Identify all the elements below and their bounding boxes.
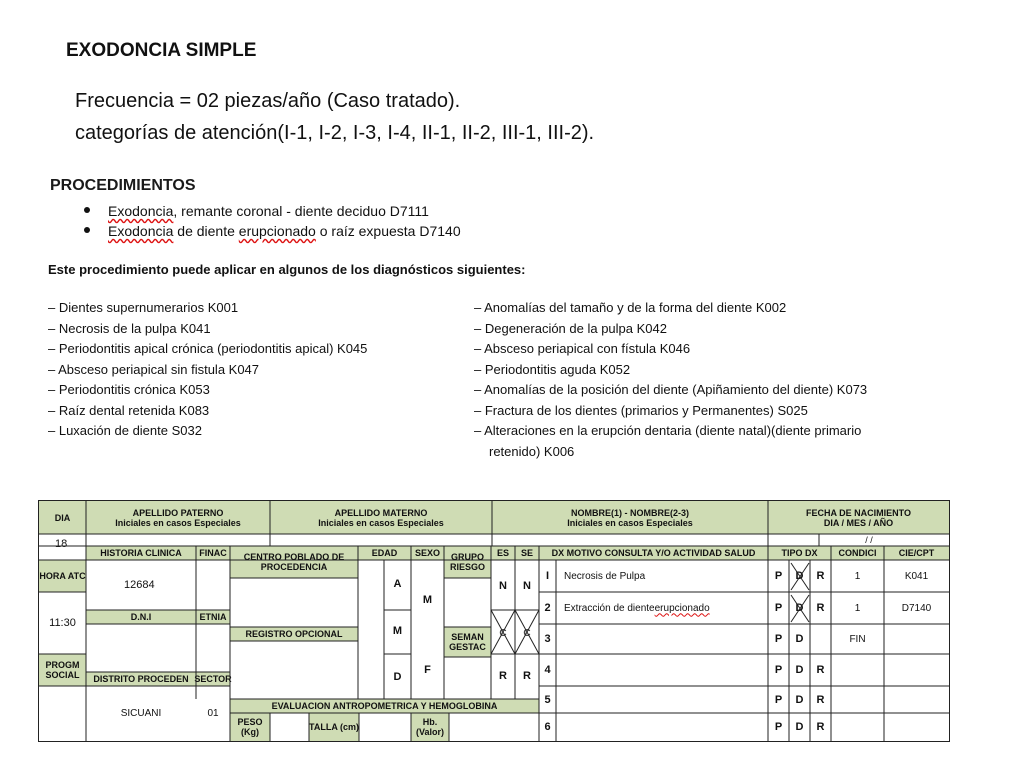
distrito-value[interactable]: SICUANI bbox=[120, 708, 162, 719]
dni-header: D.N.I bbox=[86, 610, 196, 624]
diagnosis-item: – Absceso periapical sin fistula K047 bbox=[48, 361, 260, 377]
tipo-dx-p[interactable]: P bbox=[774, 570, 783, 582]
es-header: ES bbox=[491, 546, 515, 560]
tipo-dx-r[interactable]: R bbox=[816, 721, 825, 733]
tipo-dx-header: TIPO DX bbox=[768, 546, 831, 560]
diagnosis-item: – Luxación de diente S032 bbox=[48, 423, 202, 438]
nombre-header: NOMBRE(1) - NOMBRE(2-3) Iniciales en casos Especiales bbox=[492, 501, 768, 534]
diagnosis-item: – Degeneración de la pulpa K042 bbox=[474, 320, 667, 336]
tipo-dx-r[interactable]: R bbox=[816, 693, 825, 706]
dx-row-number: 5 bbox=[544, 693, 551, 706]
diagnosis-item: – Raíz dental retenida K083 bbox=[48, 402, 210, 418]
progm-social-header: PROGM SOCIAL bbox=[39, 654, 86, 686]
peso-header: PESO (Kg) bbox=[230, 713, 270, 741]
tipo-dx-d[interactable]: D bbox=[795, 721, 804, 733]
tipo-dx-p[interactable]: P bbox=[774, 721, 783, 733]
diagnosis-item-continuation: retenido) K006 bbox=[489, 443, 575, 459]
diagnosis-item: – Anomalías de la posición del diente (Apiñamiento del diente) K073 bbox=[474, 382, 868, 397]
diagnosis-item: – Periodontitis crónica K053 bbox=[48, 382, 210, 397]
tipo-dx-r[interactable]: R bbox=[816, 570, 825, 582]
sexo-m[interactable]: M bbox=[422, 594, 433, 606]
dx-description[interactable]: Necrosis de Pulpa bbox=[564, 570, 646, 582]
tipo-dx-d[interactable]: D bbox=[795, 693, 804, 706]
bullet-icon bbox=[84, 207, 90, 213]
hb-header: Hb. (Valor) bbox=[411, 713, 449, 741]
seman-gestac-header: SEMAN GESTAC bbox=[444, 627, 491, 657]
sexo-header: SEXO bbox=[411, 546, 444, 560]
cie-value[interactable]: D7140 bbox=[901, 602, 932, 614]
se-header: SE bbox=[515, 546, 539, 560]
diagnosis-item: – Periodontitis apical crónica (periodontitis apical) K045 bbox=[48, 341, 368, 356]
procedures-heading: PROCEDIMIENTOS bbox=[50, 177, 196, 194]
condicion-value[interactable]: FIN bbox=[849, 633, 866, 645]
edad-d[interactable]: D bbox=[393, 670, 402, 683]
frequency-line: Frecuencia = 02 piezas/año (Caso tratado). bbox=[75, 90, 461, 112]
sector-header: SECTOR bbox=[194, 674, 232, 684]
diagnosis-item: – Periodontitis aguda K052 bbox=[474, 361, 631, 377]
dx-row-number: 6 bbox=[544, 721, 551, 733]
procedure-item: Exodoncia, remante coronal - diente deciduo D7111 bbox=[84, 203, 429, 219]
diagnosis-item: – Necrosis de la pulpa K041 bbox=[48, 320, 211, 336]
historia-header: HISTORIA CLINICA bbox=[86, 546, 196, 560]
procedure-item: Exodoncia de diente erupcionado o raíz expuesta D7140 bbox=[84, 223, 461, 239]
apellido-materno-header: APELLIDO MATERNO Iniciales en casos Especiales bbox=[270, 501, 492, 534]
se-n[interactable]: N bbox=[523, 580, 531, 592]
historia-value[interactable]: 12684 bbox=[124, 579, 155, 591]
registro-opcional-header: REGISTRO OPCIONAL bbox=[230, 627, 358, 641]
tipo-dx-d[interactable]: D bbox=[795, 570, 804, 582]
dia-value[interactable]: 18 bbox=[55, 538, 68, 550]
distrito-header: DISTRITO PROCEDEN bbox=[86, 672, 196, 686]
diagnosis-item: – Absceso periapical con fístula K046 bbox=[474, 341, 691, 356]
se-r[interactable]: R bbox=[523, 670, 531, 682]
centro-poblado-header: CENTRO POBLADO DE PROCEDENCIA bbox=[230, 546, 358, 578]
grupo-riesgo-header: GRUPO RIESGO bbox=[444, 546, 491, 578]
tipo-dx-r[interactable]: R bbox=[816, 602, 825, 614]
edad-header: EDAD bbox=[358, 546, 411, 560]
dx-row-number: 3 bbox=[544, 633, 551, 645]
condicion-value[interactable]: 1 bbox=[854, 570, 861, 582]
form-grid-lines bbox=[39, 501, 949, 741]
condici-header: CONDICI bbox=[831, 546, 884, 560]
fecha-nacimiento-header: FECHA DE NACIMIENTO DIA / MES / AÑO bbox=[768, 501, 949, 534]
dx-header: DX MOTIVO CONSULTA Y/O ACTIVIDAD SALUD bbox=[539, 546, 768, 560]
es-r[interactable]: R bbox=[499, 670, 507, 682]
etnia-header: ETNIA bbox=[196, 610, 230, 624]
cie-header: CIE/CPT bbox=[884, 546, 949, 560]
bullet-icon bbox=[84, 227, 90, 233]
edad-m[interactable]: M bbox=[392, 625, 403, 637]
tipo-dx-d[interactable]: D bbox=[795, 633, 804, 645]
edad-a[interactable]: A bbox=[393, 577, 402, 590]
dx-row-number: 2 bbox=[544, 602, 551, 614]
tipo-dx-p[interactable]: P bbox=[774, 602, 783, 614]
diagnosis-item: – Anomalías del tamaño y de la forma del diente K002 bbox=[474, 300, 787, 315]
diagnoses-right-list bbox=[474, 298, 974, 462]
finac-header: FINAC bbox=[196, 546, 230, 560]
tipo-dx-p[interactable]: P bbox=[774, 693, 783, 706]
evaluacion-header: EVALUACION ANTROPOMETRICA Y HEMOGLOBINA bbox=[230, 699, 539, 713]
tipo-dx-p[interactable]: P bbox=[774, 633, 783, 645]
talla-header: TALLA (cm) bbox=[309, 713, 359, 741]
apellido-paterno-header: APELLIDO PATERNO Iniciales en casos Especiales bbox=[86, 501, 270, 534]
dx-row-number: 4 bbox=[544, 664, 551, 676]
fecha-separator: / / bbox=[865, 535, 873, 545]
diagnoses-heading: Este procedimiento puede aplicar en algunos de los diagnósticos siguientes: bbox=[48, 262, 526, 277]
diagnosis-item: – Fractura de los dientes (primarios y Permanentes) S025 bbox=[474, 402, 808, 418]
tipo-dx-d[interactable]: D bbox=[795, 602, 804, 614]
dx-row-number: I bbox=[545, 570, 550, 582]
diagnosis-item: – Alteraciones en la erupción dentaria (diente natal)(diente primario bbox=[474, 423, 862, 438]
tipo-dx-r[interactable]: R bbox=[816, 664, 825, 676]
hora-value[interactable]: 11:30 bbox=[49, 617, 76, 629]
es-c[interactable]: C bbox=[499, 627, 507, 639]
hora-header: HORA ATC bbox=[39, 560, 86, 592]
dx-description[interactable]: Extracción de diente erupcionado bbox=[564, 602, 710, 614]
attention-form bbox=[38, 500, 950, 742]
condicion-value[interactable]: 1 bbox=[854, 602, 861, 614]
dia-header: DIA bbox=[39, 501, 86, 534]
cie-value[interactable]: K041 bbox=[904, 570, 929, 582]
tipo-dx-p[interactable]: P bbox=[774, 664, 783, 676]
se-c[interactable]: C bbox=[523, 627, 531, 639]
diagnoses-left-list bbox=[48, 298, 367, 442]
categories-line: categorías de atención(I-1, I-2, I-3, I-4, II-1, II-2, III-1, III-2). bbox=[75, 122, 595, 144]
diagnosis-item: – Dientes supernumerarios K001 bbox=[48, 300, 239, 315]
sector-value[interactable]: 01 bbox=[207, 708, 219, 719]
sexo-f[interactable]: F bbox=[424, 664, 431, 676]
page-title: EXODONCIA SIMPLE bbox=[66, 40, 257, 61]
es-n[interactable]: N bbox=[499, 580, 507, 592]
tipo-dx-d[interactable]: D bbox=[795, 664, 804, 676]
